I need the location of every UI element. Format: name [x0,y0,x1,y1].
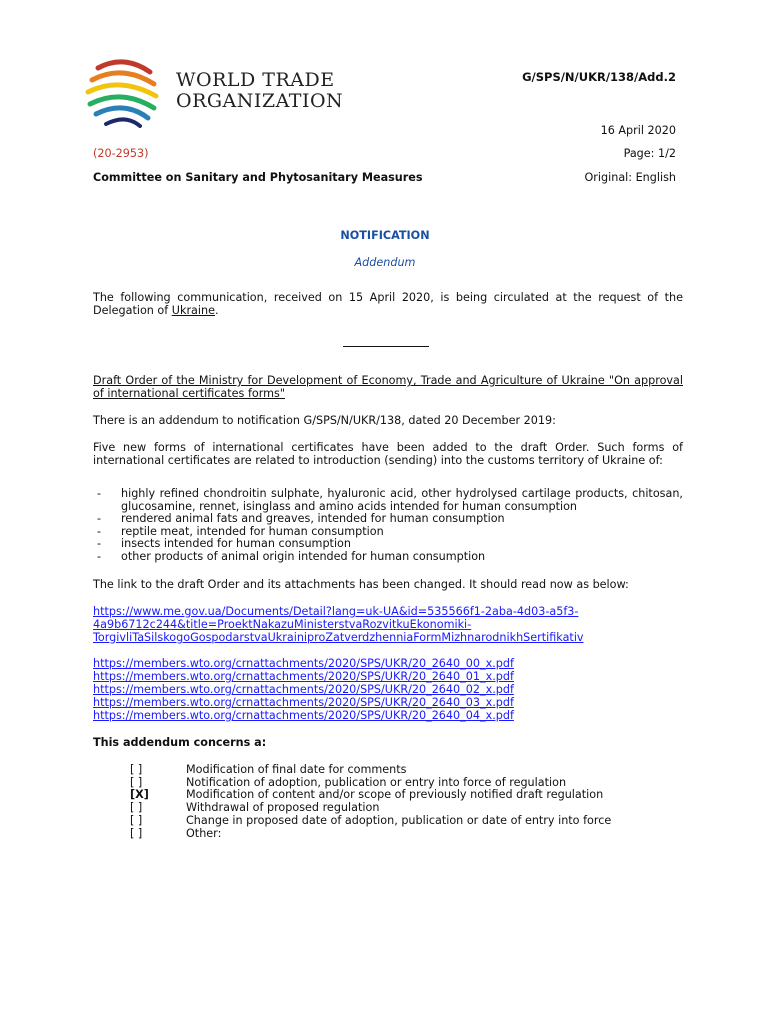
concern-label: Notification of adoption, publication or entry into force of regulation [186,775,567,789]
concern-label: Modification of content and/or scope of previously notified draft regulation [186,788,604,802]
draft-order-link-line[interactable]: https://www.me.gov.ua/Documents/Detail?lang=uk-UA&id=535566f1-2aba-4d03-a5f3- [93,605,579,618]
concern-checkbox: [ ] [130,813,143,827]
addendum-line: There is an addendum to notification G/SPS/N/UKR/138, dated 20 December 2019: [93,414,556,427]
concern-row [93,789,683,802]
concerns-list [93,764,683,840]
logo-line-1: WORLD TRADE [176,69,335,91]
intro-period: . [215,304,219,317]
wto-logo-text [176,70,343,112]
notification-heading: NOTIFICATION [340,229,430,242]
attachment-link[interactable]: https://members.wto.org/crnattachments/2020/SPS/UKR/20_2640_00_x.pdf [93,657,514,670]
intro-country: Ukraine [171,304,215,317]
concern-label: Other: [186,826,222,840]
list-item: - rendered animal fats and greaves, intended for human consumption [93,513,683,526]
draft-order-link[interactable] [93,605,584,644]
attachment-link[interactable]: https://members.wto.org/crnattachments/2020/SPS/UKR/20_2640_03_x.pdf [93,696,514,709]
draft-order-link-line[interactable]: 4a9b6712c244&title=ProektNakazuMinisterstvaRozvitkuEkonomiki- [93,618,472,631]
page-number: Page: 1/2 [623,147,676,160]
concern-checkbox: [ ] [130,801,143,815]
original-language: Original: English [584,171,676,184]
reference-number: (20-2953) [93,147,149,160]
link-intro: The link to the draft Order and its attachments has been changed. It should read now as below: [93,578,629,591]
concern-row [93,815,683,828]
intro-text: The following communication, received on 15 April 2020, is being circulated at the request of the Delegation of [93,291,683,317]
draft-order-title: Draft Order of the Ministry for Development of Economy, Trade and Agriculture of Ukraine "On approval of international certificates forms" [93,374,683,400]
draft-order-link-line[interactable]: TorgivliTaSilskogoGospodarstvaUkrainiproZatverdzhenniaFormMizhnarodnikhSertifikativ [93,631,584,644]
attachment-links [93,657,514,722]
concern-row [93,764,683,777]
attachment-link[interactable]: https://members.wto.org/crnattachments/2020/SPS/UKR/20_2640_04_x.pdf [93,709,514,722]
addendum-subheading: Addendum [354,256,416,269]
document-date: 16 April 2020 [600,124,676,137]
concern-checkbox: [ ] [130,826,143,840]
list-item: - highly refined chondroitin sulphate, hyaluronic acid, other hydrolysed cartilage products, chitosan, glucosamine, rennet, isinglass and amino acids intended for human consumption [93,488,683,513]
intro-paragraph [93,291,683,317]
committee-name: Committee on Sanitary and Phytosanitary Measures [93,171,423,184]
concerns-heading: This addendum concerns a: [93,736,267,749]
concern-label: Change in proposed date of adoption, publication or date of entry into force [186,813,612,827]
wto-logo [84,56,344,132]
list-item: - insects intended for human consumption [93,538,683,551]
document-symbol: G/SPS/N/UKR/138/Add.2 [522,70,676,84]
list-item: - reptile meat, intended for human consumption [93,526,683,539]
wto-logo-icon [84,56,164,132]
concern-row [93,828,683,841]
concern-row [93,802,683,815]
concern-checkbox: [ ] [130,763,143,776]
concern-checkbox: [ ] [130,775,143,789]
logo-line-2: ORGANIZATION [176,90,344,112]
products-list [93,488,683,564]
separator-line [343,346,429,347]
concern-checkbox-checked: [X] [130,788,149,802]
concern-label: Withdrawal of proposed regulation [186,801,380,815]
concern-label: Modification of final date for comments [186,763,407,776]
forms-paragraph: Five new forms of international certificates have been added to the draft Order. Such forms of international certificates are related to introduction (sending) into the customs territory of Ukraine of: [93,441,683,467]
attachment-link[interactable]: https://members.wto.org/crnattachments/2020/SPS/UKR/20_2640_02_x.pdf [93,683,514,696]
attachment-link[interactable]: https://members.wto.org/crnattachments/2020/SPS/UKR/20_2640_01_x.pdf [93,670,514,683]
list-item: - other products of animal origin intended for human consumption [93,551,683,564]
